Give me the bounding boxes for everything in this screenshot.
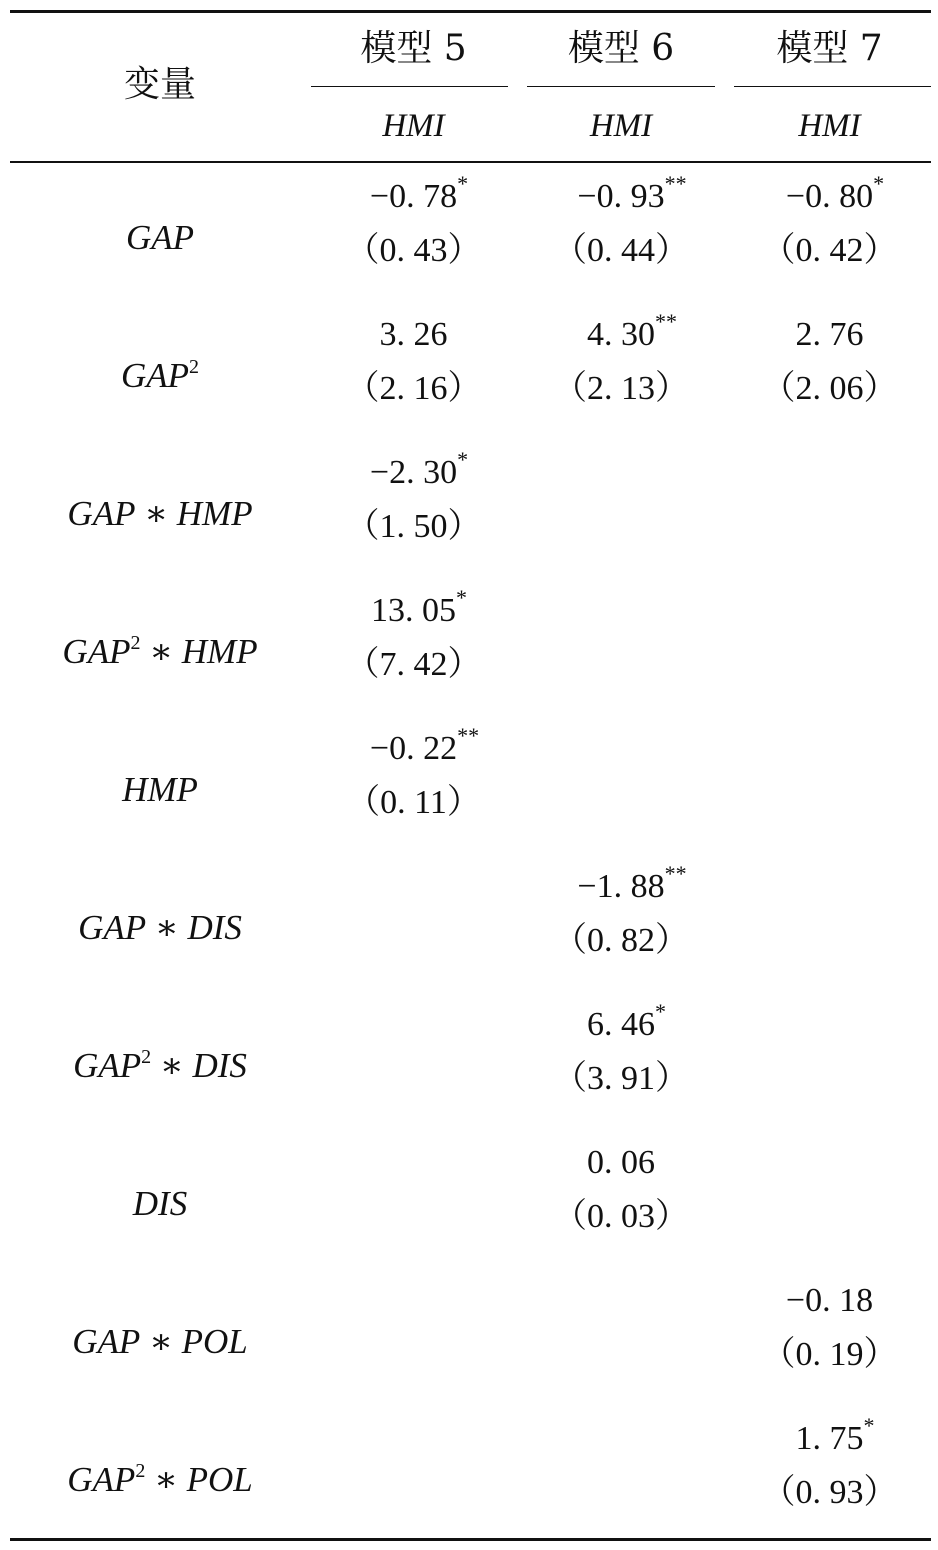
- table-header-rule: [10, 161, 931, 163]
- variable-name: DIS: [132, 1184, 188, 1223]
- coefficient: [521, 1136, 721, 1190]
- model-6-cell: [521, 860, 721, 968]
- model-5-dependent-variable: HMI: [382, 108, 445, 144]
- coefficient-value: −0. 18: [785, 1282, 874, 1319]
- coefficient: [311, 860, 516, 914]
- model-7-dependent-variable: HMI: [798, 108, 861, 144]
- coefficient: [311, 1412, 516, 1466]
- coefficient-value: 1. 75: [795, 1420, 864, 1457]
- coefficient: −2. 30*: [369, 447, 469, 491]
- model-5-cell: [311, 446, 516, 554]
- standard-error: （2. 13）: [553, 370, 689, 407]
- model-5-cell: [311, 308, 516, 416]
- variable-label: [10, 906, 310, 950]
- table-row: [0, 998, 938, 1136]
- variable-label: [10, 1458, 310, 1502]
- model-7-cell: [728, 170, 931, 278]
- model-7-cell: [728, 722, 931, 776]
- standard-error: （0. 44）: [553, 232, 689, 269]
- variable-interaction: ∗ HMP: [135, 494, 253, 533]
- model-5-cell: [311, 584, 516, 692]
- model-7-cell: [728, 1274, 931, 1382]
- model-6-cell: [521, 170, 721, 278]
- model-6-cell: [521, 722, 721, 776]
- coefficient: [521, 446, 721, 500]
- table-row: [0, 722, 938, 860]
- standard-error: （0. 11）: [346, 784, 481, 821]
- table-row: [0, 446, 938, 584]
- variable-exponent: 2: [189, 356, 200, 378]
- standard-error: （0. 42）: [761, 232, 898, 269]
- variable-interaction: ∗ POL: [140, 1322, 248, 1361]
- coefficient: 13. 05*: [371, 585, 467, 629]
- coefficient: [728, 584, 931, 638]
- variable-name: GAP: [72, 1322, 141, 1361]
- model-6-cell: [521, 308, 721, 416]
- coefficient-value: −0. 80: [785, 178, 874, 215]
- model-5-cell: [311, 170, 516, 278]
- coefficient: [728, 722, 931, 776]
- table-bottom-rule: [10, 1538, 931, 1541]
- model-7-cell: [728, 1136, 931, 1190]
- coefficient: [728, 446, 931, 500]
- model-5-header: 模型 5: [360, 28, 467, 69]
- table-row: [0, 1274, 938, 1412]
- model-5-cell: [311, 722, 516, 830]
- coefficient: [728, 1136, 931, 1190]
- variable-label: [10, 492, 310, 536]
- coefficient: [311, 1136, 516, 1190]
- model-7-cell: [728, 860, 931, 914]
- coefficient-value: 3. 26: [379, 316, 448, 353]
- model-6-cell: [521, 1412, 721, 1466]
- coefficient-value: −1. 88: [577, 868, 665, 905]
- coefficient: [311, 1274, 516, 1328]
- model-7-cell: [728, 1412, 931, 1520]
- coefficient-value: 6. 46: [587, 1006, 655, 1043]
- coefficient: [728, 998, 931, 1052]
- variable-exponent: 2: [141, 1046, 152, 1068]
- standard-error: （0. 19）: [761, 1336, 898, 1373]
- variable-label: [10, 630, 310, 674]
- coefficient-value: −0. 93: [577, 178, 665, 215]
- standard-error: （1. 50）: [345, 508, 482, 545]
- model-7-header-underline: [734, 86, 931, 87]
- variable-interaction: ∗ POL: [145, 1460, 253, 1499]
- variable-label: [10, 768, 310, 812]
- variable-label: [10, 216, 310, 260]
- variable-name: GAP: [125, 218, 195, 257]
- model-6-header: 模型 6: [567, 28, 675, 69]
- standard-error: （0. 03）: [553, 1198, 689, 1235]
- variable-name: HMP: [122, 770, 198, 809]
- standard-error: （0. 93）: [761, 1474, 898, 1511]
- variable-label: [10, 1182, 310, 1226]
- model-6-header-underline: [527, 86, 715, 87]
- coefficient: −0. 80*: [785, 171, 885, 215]
- variable-label: [10, 1320, 310, 1364]
- standard-error: （0. 43）: [345, 232, 482, 269]
- variable-name: GAP: [120, 356, 190, 395]
- coefficient: 6. 46*: [587, 999, 666, 1043]
- variable-interaction: ∗ HMP: [140, 632, 258, 671]
- model-7-cell: [728, 998, 931, 1052]
- coefficient: [521, 1274, 721, 1328]
- coefficient: [521, 1412, 721, 1466]
- model-6-cell: [521, 584, 721, 638]
- model-5-cell: [311, 1412, 516, 1466]
- coefficient: [728, 860, 931, 914]
- model-5-header-underline: [311, 86, 508, 87]
- coefficient-value: 13. 05: [371, 592, 456, 629]
- coefficient-value: −0. 78: [369, 178, 458, 215]
- standard-error: （2. 06）: [761, 370, 898, 407]
- variable-name: GAP: [62, 632, 131, 671]
- model-7-cell: [728, 308, 931, 416]
- coefficient-value: 2. 76: [795, 316, 864, 353]
- coefficient: 1. 75*: [795, 1413, 875, 1457]
- model-7-header: 模型 7: [776, 28, 883, 69]
- standard-error: （2. 16）: [345, 370, 482, 407]
- model-7-cell: [728, 446, 931, 500]
- coefficient: [521, 584, 721, 638]
- model-5-cell: [311, 860, 516, 914]
- model-5-cell: [311, 1274, 516, 1328]
- table-row: [0, 1136, 938, 1274]
- model-5-cell: [311, 998, 516, 1052]
- model-5-cell: [311, 1136, 516, 1190]
- coefficient: −1. 88**: [577, 861, 687, 905]
- coefficient-value: −0. 22: [369, 730, 458, 767]
- coefficient: −0. 22**: [369, 723, 480, 767]
- model-6-dependent-variable: HMI: [589, 108, 653, 144]
- variable-interaction: ∗ DIS: [146, 908, 242, 947]
- table-row: [0, 584, 938, 722]
- model-6-cell: [521, 446, 721, 500]
- coefficient: [728, 1274, 931, 1328]
- coefficient: 4. 30**: [587, 309, 677, 353]
- table-row: [0, 1412, 938, 1550]
- model-6-cell: [521, 1274, 721, 1328]
- standard-error: （3. 91）: [553, 1060, 689, 1097]
- table-row: [0, 170, 938, 308]
- coefficient: [311, 308, 516, 362]
- standard-error: （7. 42）: [345, 646, 482, 683]
- coefficient: [521, 722, 721, 776]
- coefficient-value: −2. 30: [369, 454, 458, 491]
- variable-name: GAP: [67, 494, 136, 533]
- variable-name: GAP: [78, 908, 147, 947]
- coefficient-value: 4. 30: [587, 316, 655, 353]
- model-6-cell: [521, 1136, 721, 1244]
- model-6-cell: [521, 998, 721, 1106]
- variable-interaction: ∗ DIS: [151, 1046, 247, 1085]
- coefficient: [311, 998, 516, 1052]
- coefficient: [728, 308, 931, 362]
- variable-name: GAP: [73, 1046, 142, 1085]
- table-row: [0, 308, 938, 446]
- table-top-rule: [10, 10, 931, 13]
- standard-error: （0. 82）: [553, 922, 689, 959]
- table-row: [0, 860, 938, 998]
- model-7-cell: [728, 584, 931, 638]
- variable-name: GAP: [67, 1460, 136, 1499]
- variable-label: [10, 354, 310, 398]
- coefficient-value: 0. 06: [587, 1144, 655, 1181]
- variable-column-header: 变量: [123, 64, 196, 105]
- variable-label: [10, 1044, 310, 1088]
- variable-exponent: 2: [130, 632, 141, 654]
- coefficient: −0. 93**: [577, 171, 687, 215]
- variable-exponent: 2: [135, 1460, 146, 1482]
- coefficient: −0. 78*: [369, 171, 469, 215]
